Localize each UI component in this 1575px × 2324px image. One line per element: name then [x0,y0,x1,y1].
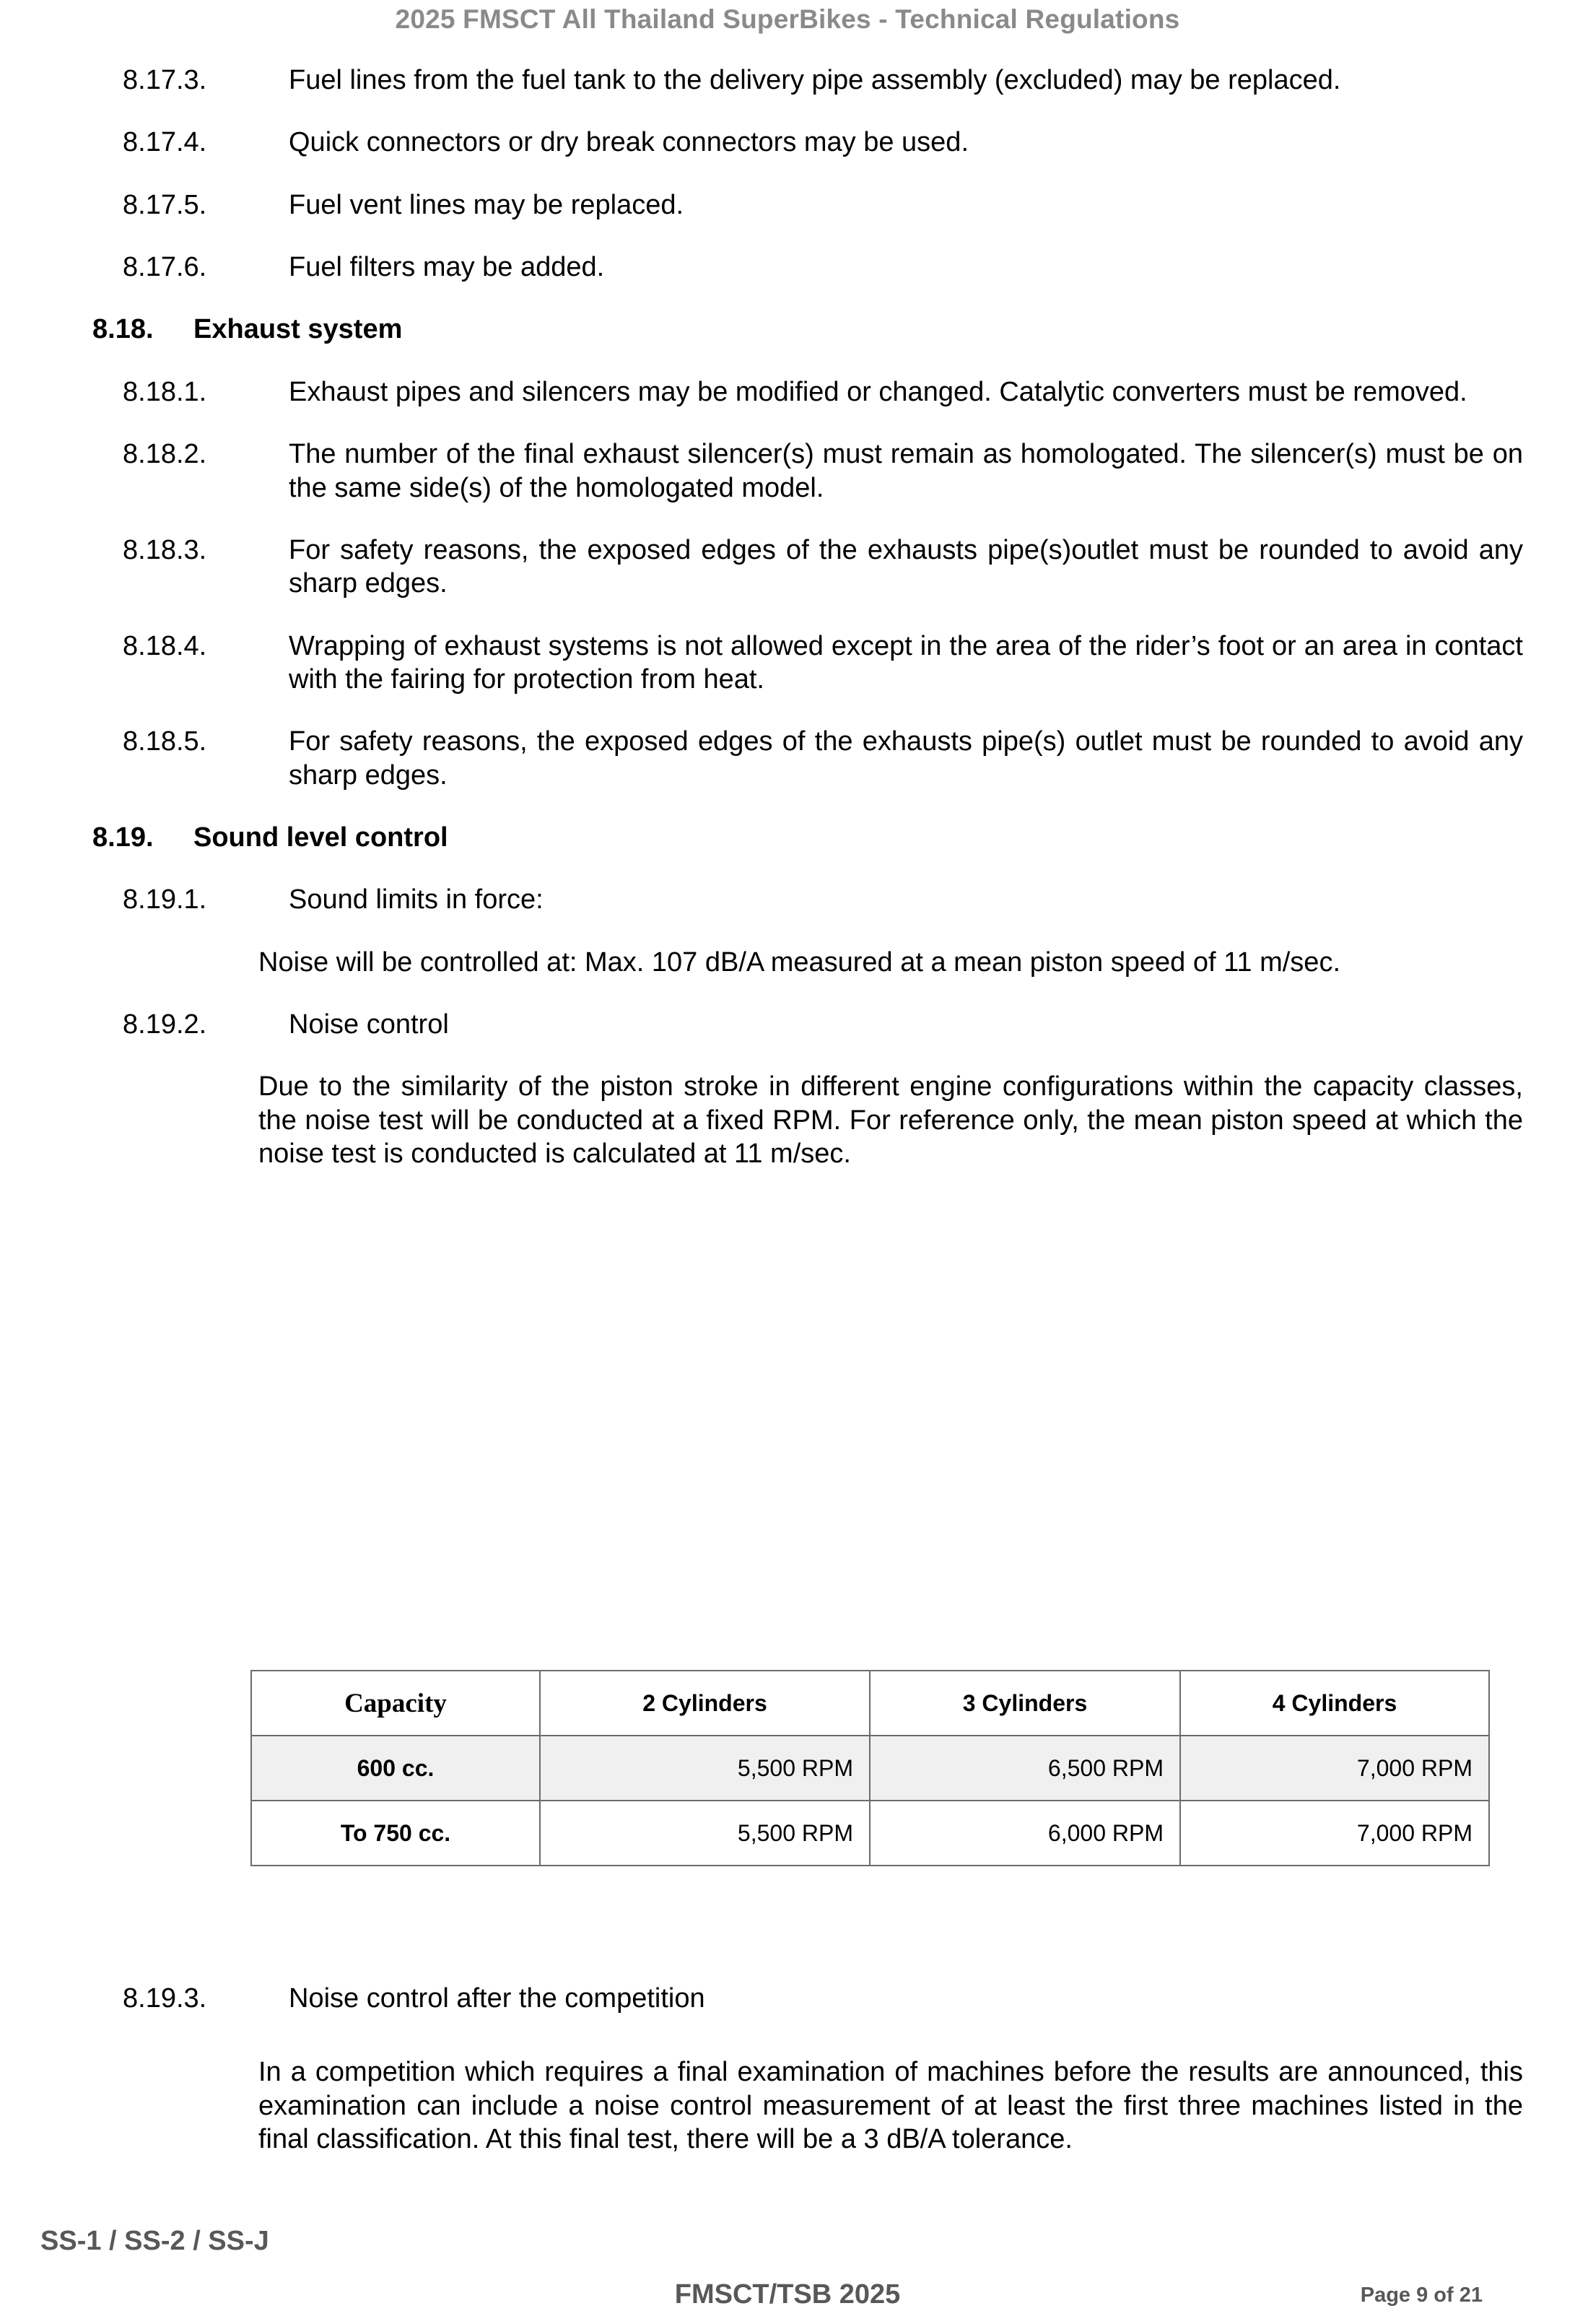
post-table-block [0,1982,1575,2156]
footer-page-number: Page 9 of 21 [1360,2284,1483,2307]
spacer [0,601,1575,630]
section-heading-8-18 [0,313,1575,346]
column-header-capacity: Capacity [251,1671,540,1736]
clause-text: Fuel filters may be added. [289,252,605,283]
cell-600cc-2cyl: 5,500 RPM [540,1736,870,1801]
cell-600cc-3cyl: 6,500 RPM [870,1736,1180,1801]
column-header-2-cylinders: 2 Cylinders [540,1671,870,1736]
spacer [0,284,1575,313]
clause-number: 8.18.5. [123,726,207,757]
clause-number: 8.17.3. [123,65,207,95]
clause-8-19-3 [0,1982,1575,2015]
spacer [0,160,1575,188]
section-number: 8.19. [92,822,154,853]
noise-test-rpm-table [250,1670,1490,1866]
clause-number: 8.17.6. [123,252,207,283]
cell-750cc-4cyl: 7,000 RPM [1180,1801,1489,1866]
spacer [0,409,1575,438]
clause-text: Quick connectors or dry break connectors may be used. [289,127,969,158]
clause-text: For safety reasons, the exposed edges of the exhausts pipe(s) outlet must be rounded to avoid any sharp edges. [289,726,1523,791]
spacer [0,2015,1575,2055]
section-heading-8-19 [0,821,1575,854]
clause-text: Exhaust pipes and silencers may be modified or changed. Catalytic converters must be removed. [289,376,1467,407]
clause-8-19-1 [0,883,1575,916]
clause-number: 8.18.4. [123,630,207,661]
row-label-600cc: 600 cc. [251,1736,540,1801]
spacer [0,917,1575,946]
spacer [0,696,1575,725]
document-body [0,64,1575,1171]
clause-8-18-2 [0,438,1575,505]
row-label-750cc: To 750 cc. [251,1801,540,1866]
clause-8-17-5 [0,188,1575,222]
clause-text: Sound limits in force: [289,884,544,915]
clause-8-17-3 [0,64,1575,97]
cell-750cc-3cyl: 6,000 RPM [870,1801,1180,1866]
clause-number: 8.18.3. [123,534,207,565]
section-title: Exhaust system [193,314,403,345]
table-row [251,1801,1489,1866]
clause-8-17-6 [0,251,1575,284]
clause-8-17-4 [0,126,1575,159]
spacer [0,347,1575,375]
clause-number: 8.18.1. [123,376,207,407]
spacer [0,792,1575,821]
spacer [0,222,1575,251]
clause-text: Noise control after the competition [289,1983,705,2014]
spacer [0,1041,1575,1070]
clause-text: Fuel vent lines may be replaced. [289,189,684,220]
spacer [0,97,1575,126]
paragraph-sound-limits: Noise will be controlled at: Max. 107 dB/A measured at a mean piston speed of 11 m/sec. [258,946,1340,978]
clause-8-18-5 [0,725,1575,792]
running-header: 2025 FMSCT All Thailand SuperBikes - Technical Regulations [395,4,1180,34]
table-row [251,1736,1489,1801]
footer-document-code: FMSCT/TSB 2025 [674,2279,901,2310]
clause-text: Wrapping of exhaust systems is not allowed except in the area of the rider’s foot or an area in contact with the fairing for protection from heat. [289,630,1523,695]
clause-8-18-1 [0,375,1575,409]
clause-number: 8.19.3. [123,1983,207,2014]
section-title: Sound level control [193,822,448,853]
cell-750cc-2cyl: 5,500 RPM [540,1801,870,1866]
clause-number: 8.17.4. [123,127,207,158]
footer-class-codes: SS-1 / SS-2 / SS-J [40,2226,269,2256]
paragraph-noise-control-after-competition: In a competition which requires a final examination of machines before the results are announced, this examination can include a noise control measurement of at least the first three machines listed in the final classification. At this final test, there will be a 3 dB/A tolerance. [258,2057,1523,2155]
spacer [0,505,1575,534]
cell-600cc-4cyl: 7,000 RPM [1180,1736,1489,1801]
clause-number: 8.19.2. [123,1009,207,1040]
rpm-table-wrapper [250,1670,1488,1866]
spacer [0,854,1575,883]
column-header-3-cylinders: 3 Cylinders [870,1671,1180,1736]
clause-text: The number of the final exhaust silencer(s) must remain as homologated. The silencer(s) must be on the same side(s) of the homologated model. [289,439,1523,503]
clause-number: 8.18.2. [123,439,207,470]
clause-text: For safety reasons, the exposed edges of the exhausts pipe(s)outlet must be rounded to avoid any sharp edges. [289,534,1523,599]
clause-8-19-2 [0,1008,1575,1041]
table-header-row [251,1671,1489,1736]
clause-8-18-4 [0,630,1575,697]
clause-text: Fuel lines from the fuel tank to the delivery pipe assembly (excluded) may be replaced. [289,65,1341,95]
clause-8-18-3 [0,534,1575,601]
column-header-4-cylinders: 4 Cylinders [1180,1671,1489,1736]
paragraph-noise-control: Due to the similarity of the piston stroke in different engine configurations within the capacity classes, the noise test will be conducted at a fixed RPM. For reference only, the mean piston speed at which the noise test is conducted is calculated at 11 m/sec. [258,1071,1523,1170]
section-number: 8.18. [92,314,154,345]
clause-text: Noise control [289,1009,449,1040]
clause-number: 8.17.5. [123,189,207,220]
clause-number: 8.19.1. [123,884,207,915]
spacer [0,979,1575,1008]
